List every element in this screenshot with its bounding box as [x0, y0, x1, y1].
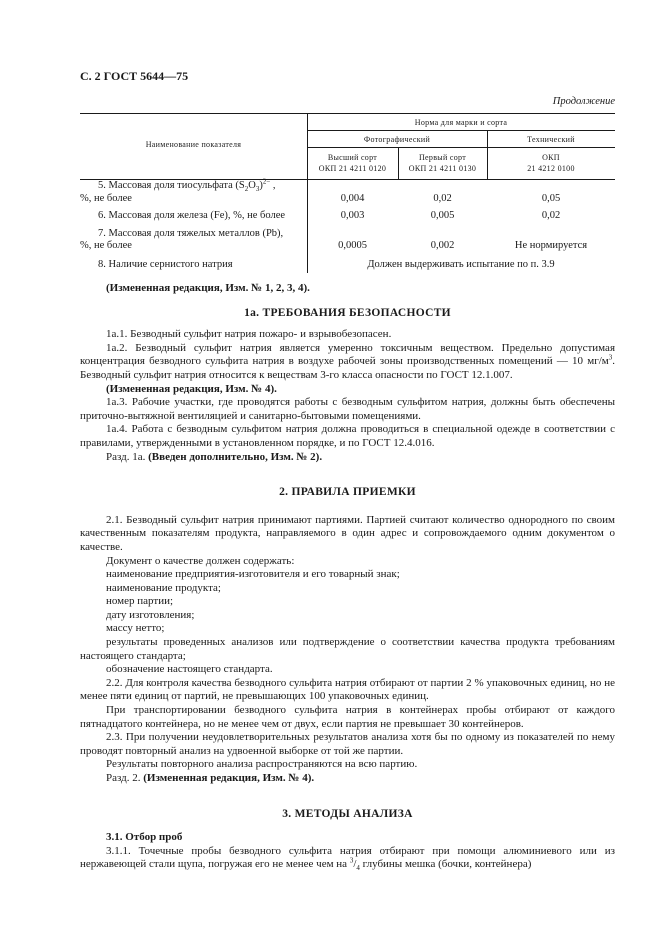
para-2-2: 2.2. Для контроля качества безводного сульфита натрия отбирают от партии 2 % упаковочных единиц, но не менее пяти единиц от партий, не превышающих 100 упаковочных единиц.: [80, 676, 615, 703]
doc-item: массу нетто;: [106, 622, 165, 635]
section-1a-title: 1а. ТРЕБОВАНИЯ БЕЗОПАСНОСТИ: [244, 306, 451, 319]
row-7-name: 7. Массовая доля тяжелых металлов (Pb),: [98, 228, 284, 239]
row-5-name-cont: %, не более: [80, 193, 132, 204]
doc-item-results: результаты проведенных анализов или подтверждение о соответствии качества продукта требованиям настоящего стандарта;: [80, 636, 615, 662]
row-6-first: 0,005: [430, 210, 455, 221]
header-highest-grade: Высший сорт: [327, 153, 378, 162]
row-6-highest: 0,003: [340, 210, 365, 221]
requirements-table: [80, 113, 615, 273]
row-7-highest: 0,0005: [338, 240, 367, 251]
row-7-technical: Не нормируется: [514, 240, 588, 251]
doc-item-last: обозначение настоящего стандарта.: [106, 663, 273, 676]
section-2-title: 2. ПРАВИЛА ПРИЕМКИ: [279, 486, 416, 499]
row-5-first: 0,02: [433, 193, 452, 204]
para-1a2: 1а.2. Безводный сульфит натрия является умеренно токсичным веществом. Предельно допустимая концентрация безводного сульфита натрия в воздухе рабочей зоны производственных помещений — 10 $мг/м^3$. Безводный сульфит натрия относится к веществам 3-го класса опасности по ГОСТ 12.1.007.: [80, 341, 615, 381]
para-2-2b: При транспортировании безводного сульфита натрия в контейнерах пробы отбирают от каждого пятнадцатого контейнера, но не менее чем от двух, если партия не превышает 30 контейнеров.: [80, 704, 615, 730]
razd-2-note: Разд. 2. (Измененная редакция, Изм. № 4).: [106, 772, 315, 784]
para-1a3: 1а.3. Рабочие участки, где проводятся работы с безводным сульфитом натрия, должны быть обеспечены приточно-вытяжной вентиляцией и санитарно-бытовыми помещениями.: [80, 396, 615, 422]
header-indicator: Наименование показателя: [145, 140, 242, 149]
header-first-grade: Первый сорт: [418, 153, 466, 162]
razd-1a-note: Разд. 1а. (Введен дополнительно, Изм. № 2).: [106, 450, 323, 463]
header-highest-code: ОКП 21 4211 0120: [318, 164, 387, 173]
header-technical: Технический: [527, 135, 575, 144]
amendment-note-1: (Измененная редакция, Изм. № 1, 2, 3, 4).: [106, 282, 310, 294]
para-1a1: 1а.1. Безводный сульфит натрия пожаро- и взрывобезопасен.: [106, 328, 392, 341]
doc-item: наименование предприятия-изготовителя и его товарный знак;: [106, 568, 400, 581]
row-6-name: 6. Массовая доля железа (Fe), %, не более: [98, 210, 286, 221]
para-2-3: 2.3. При получении неудовлетворительных результатов анализа хотя бы по одному из показателей по нему проводят повторный анализ на удвоенной выборке от той же партии.: [80, 731, 615, 757]
amendment-note-2: (Измененная редакция, Изм. № 4).: [106, 382, 277, 395]
para-1a4: 1а.4. Работа с безводным сульфитом натрия должна проводиться в специальной одежде в соответствии с правилами, утвержденными в установленном порядке, и по ГОСТ 12.4.016.: [80, 423, 615, 449]
row-5-highest: 0,004: [340, 193, 365, 204]
doc-item: номер партии;: [106, 595, 174, 608]
doc-item: наименование продукта;: [106, 581, 221, 594]
subsection-3-1: 3.1. Отбор проб: [106, 831, 183, 844]
header-first-code: ОКП 21 4211 0130: [408, 164, 477, 173]
row-7-name-cont: %, не более: [80, 240, 132, 251]
table-rule-grade: [307, 147, 615, 148]
table-rule-norm: [307, 130, 615, 131]
row-8-merged: Должен выдерживать испытание по п. 3.9: [367, 259, 555, 270]
continuation-label: Продолжение: [552, 96, 615, 107]
row-6-technical: 0,02: [541, 210, 561, 221]
row-7-first: 0,002: [430, 240, 455, 251]
para-2-1: 2.1. Безводный сульфит натрия принимают партиями. Партией считают количество однородного по своим качественным показателям продукта, направляемого в один адрес и сопровождаемого одним документом о качестве.: [80, 513, 615, 553]
table-top-rule: [80, 113, 615, 114]
header-tech-code: 21 4212 0100: [527, 164, 575, 173]
header-photographic: Фотографический: [363, 135, 431, 144]
doc-item: дату изготовления;: [106, 608, 195, 621]
row-5-technical: 0,05: [541, 193, 561, 204]
para-3-1-1: 3.1.1. Точечные пробы безводного сульфита натрия отбирают при помощи алюминиевого или из нержавеющей стали щупа, погружая его не менее чем на $^3/_4$ глубины мешка (бочки, контейнера): [80, 844, 615, 873]
page-header: С. 2 ГОСТ 5644—75: [80, 69, 189, 83]
section-3-title: 3. МЕТОДЫ АНАЛИЗА: [282, 807, 413, 820]
row-8-name: 8. Наличие сернистого натрия: [98, 259, 233, 270]
header-norm: Норма для марки и сорта: [414, 118, 508, 127]
row-5-name: 5. Массовая доля тиосульфата $(S_2O_3)^{2-}$ ,: [98, 177, 276, 194]
table-vline-2: [398, 147, 399, 179]
body-text: [80, 282, 615, 876]
para-2-3b: Результаты повторного анализа распространяются на всю партию.: [106, 758, 418, 771]
header-tech-okp: ОКП: [542, 153, 560, 162]
doc-intro: Документ о качестве должен содержать:: [106, 554, 295, 567]
